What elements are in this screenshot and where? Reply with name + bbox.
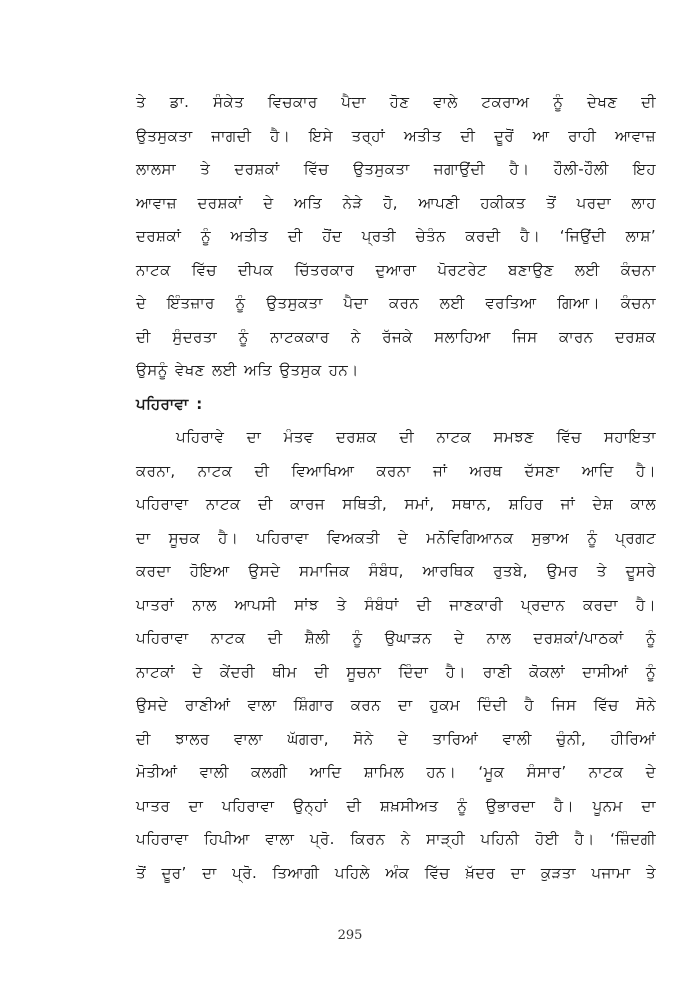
text-line: ਨਾਟਕਾਂ ਦੇ ਕੇਂਦਰੀ ਥੀਮ ਦੀ ਸੂਚਨਾ ਦਿੰਦਾ ਹੈ। ਰਾਣੀ ਕੋਕਲਾਂ ਦਾਸੀਆਂ ਨੂੰ: [136, 662, 656, 681]
text-line: ਤੇ ਡਾ. ਸੰਕੇਤ ਵਿਚਕਾਰ ਪੈਦਾ ਹੋਣ ਵਾਲੇ ਟਕਰਾਅ ਨੂੰ ਦੇਖਣ ਦੀ: [136, 93, 656, 111]
paragraph-2: [136, 421, 656, 890]
text-line: ਉਸਨੂੰ ਵੇਖਣ ਲਈ ਅਤਿ ਉਤਸੁਕ ਹਨ।: [136, 361, 359, 379]
text-line: ਪਹਿਰਾਵੇ ਦਾ ਮੰਤਵ ਦਰਸ਼ਕ ਦੀ ਨਾਟਕ ਸਮਝਣ ਵਿੱਚ ਸਹਾਇਤਾ: [176, 428, 656, 446]
text-line: ਦਰਸ਼ਕਾਂ ਨੂੰ ਅਤੀਤ ਦੀ ਹੋਂਦ ਪ੍ਰਤੀ ਚੇਤੰਨ ਕਰਦੀ ਹੈ। ‘ਜਿਉਂਦੀ ਲਾਸ਼’: [136, 227, 656, 245]
page-number: 295: [337, 928, 363, 943]
text-line: ਕਰਨਾ, ਨਾਟਕ ਦੀ ਵਿਆਖਿਆ ਕਰਨਾ ਜਾਂ ਅਰਥ ਦੱਸਣਾ ਆਦਿ ਹੈ।: [136, 461, 656, 480]
section-heading: ਪਹਿਰਾਵਾ :: [136, 394, 203, 413]
text-line: ਦੇ ਇੰਤਜ਼ਾਰ ਨੂੰ ਉਤਸੁਕਤਾ ਪੈਦਾ ਕਰਨ ਲਈ ਵਰਤਿਆ ਗਿਆ। ਕੰਚਨਾ: [136, 294, 656, 312]
text-line: ਪਹਿਰਾਵਾ ਹਿਪੀਆ ਵਾਲਾ ਪ੍ਰੋ. ਕਿਰਨ ਨੇ ਸਾੜ੍ਹੀ ਪਹਿਨੀ ਹੋਈ ਹੈ। ‘ਜ਼ਿੰਦਗੀ: [136, 830, 656, 848]
text-line: ਤੋਂ ਦੂਰ’ ਦਾ ਪ੍ਰੋ. ਤਿਆਗੀ ਪਹਿਲੇ ਅੰਕ ਵਿੱਚ ਖ਼ੱਦਰ ਦਾ ਕੁੜਤਾ ਪਜਾਮਾ ਤੇ: [136, 863, 656, 882]
text-line: ਉਤਸੁਕਤਾ ਜਾਗਦੀ ਹੈ। ਇਸੇ ਤਰ੍ਹਾਂ ਅਤੀਤ ਦੀ ਦੂਰੋਂ ਆ ਰਾਹੀ ਆਵਾਜ਼: [136, 126, 656, 145]
body-text: [136, 86, 656, 890]
text-line: ਨਾਟਕ ਵਿੱਚ ਦੀਪਕ ਚਿੱਤਰਕਾਰ ਦੁਆਰਾ ਪੋਰਟਰੇਟ ਬਣਾਉਣ ਲਈ ਕੰਚਨਾ: [136, 260, 656, 279]
text-line: ਮੋਤੀਆਂ ਵਾਲੀ ਕਲਗੀ ਆਦਿ ਸ਼ਾਮਿਲ ਹਨ। ‘ਮੂਕ ਸੰਸਾਰ’ ਨਾਟਕ ਦੇ: [136, 763, 656, 781]
text-line: ਲਾਲਸਾ ਤੇ ਦਰਸ਼ਕਾਂ ਵਿੱਚ ਉਤਸੁਕਤਾ ਜਗਾਉਂਦੀ ਹੈ। ਹੌਲੀ-ਹੌਲੀ ਇਹ: [136, 160, 656, 178]
text-line: ਦਾ ਸੂਚਕ ਹੈ। ਪਹਿਰਾਵਾ ਵਿਅਕਤੀ ਦੇ ਮਨੋਵਿਗਿਆਨਕ ਸੁਭਾਅ ਨੂੰ ਪ੍ਰਗਟ: [136, 528, 656, 547]
text-line: ਪਾਤਰਾਂ ਨਾਲ ਆਪਸੀ ਸਾਂਝ ਤੇ ਸੰਬੰਧਾਂ ਦੀ ਜਾਣਕਾਰੀ ਪ੍ਰਦਾਨ ਕਰਦਾ ਹੈ।: [136, 595, 656, 614]
text-line: ਪਹਿਰਾਵਾ ਨਾਟਕ ਦੀ ਸ਼ੈਲੀ ਨੂੰ ਉਘਾੜਨ ਦੇ ਨਾਲ ਦਰਸ਼ਕਾਂ/ਪਾਠਕਾਂ ਨੂੰ: [136, 629, 656, 647]
text-line: ਆਵਾਜ਼ ਦਰਸ਼ਕਾਂ ਦੇ ਅਤਿ ਨੇੜੇ ਹੋ, ਆਪਣੀ ਹਕੀਕਤ ਤੋਂ ਪਰਦਾ ਲਾਹ: [136, 193, 656, 212]
text-line: ਪਹਿਰਾਵਾ ਨਾਟਕ ਦੀ ਕਾਰਜ ਸਥਿਤੀ, ਸਮਾਂ, ਸਥਾਨ, ਸ਼ਹਿਰ ਜਾਂ ਦੇਸ਼ ਕਾਲ: [136, 495, 656, 513]
text-line: ਕਰਦਾ ਹੋਇਆ ਉਸਦੇ ਸਮਾਜਿਕ ਸੰਬੰਧ, ਆਰਥਿਕ ਰੁਤਬੇ, ਉਮਰ ਤੇ ਦੂਸਰੇ: [136, 562, 656, 580]
text-line: ਦੀ ਸੁੰਦਰਤਾ ਨੂੰ ਨਾਟਕਕਾਰ ਨੇ ਰੱਜਕੇ ਸਲਾਹਿਆ ਜਿਸ ਕਾਰਨ ਦਰਸ਼ਕ: [136, 327, 656, 346]
paragraph-1: [136, 86, 656, 388]
text-line: ਉਸਦੇ ਰਾਣੀਆਂ ਵਾਲਾ ਸ਼ਿੰਗਾਰ ਕਰਨ ਦਾ ਹੁਕਮ ਦਿੰਦੀ ਹੈ ਜਿਸ ਵਿੱਚ ਸੋਨੇ: [136, 696, 656, 714]
text-line: ਦੀ ਝਾਲਰ ਵਾਲਾ ਘੱਗਰਾ, ਸੋਨੇ ਦੇ ਤਾਰਿਆਂ ਵਾਲੀ ਚੁੰਨੀ, ਹੀਰਿਆਂ: [136, 729, 656, 748]
text-line: ਪਾਤਰ ਦਾ ਪਹਿਰਾਵਾ ਉਨ੍ਹਾਂ ਦੀ ਸ਼ਖ਼ਸੀਅਤ ਨੂੰ ਉਭਾਰਦਾ ਹੈ। ਪੂਨਮ ਦਾ: [136, 796, 656, 815]
